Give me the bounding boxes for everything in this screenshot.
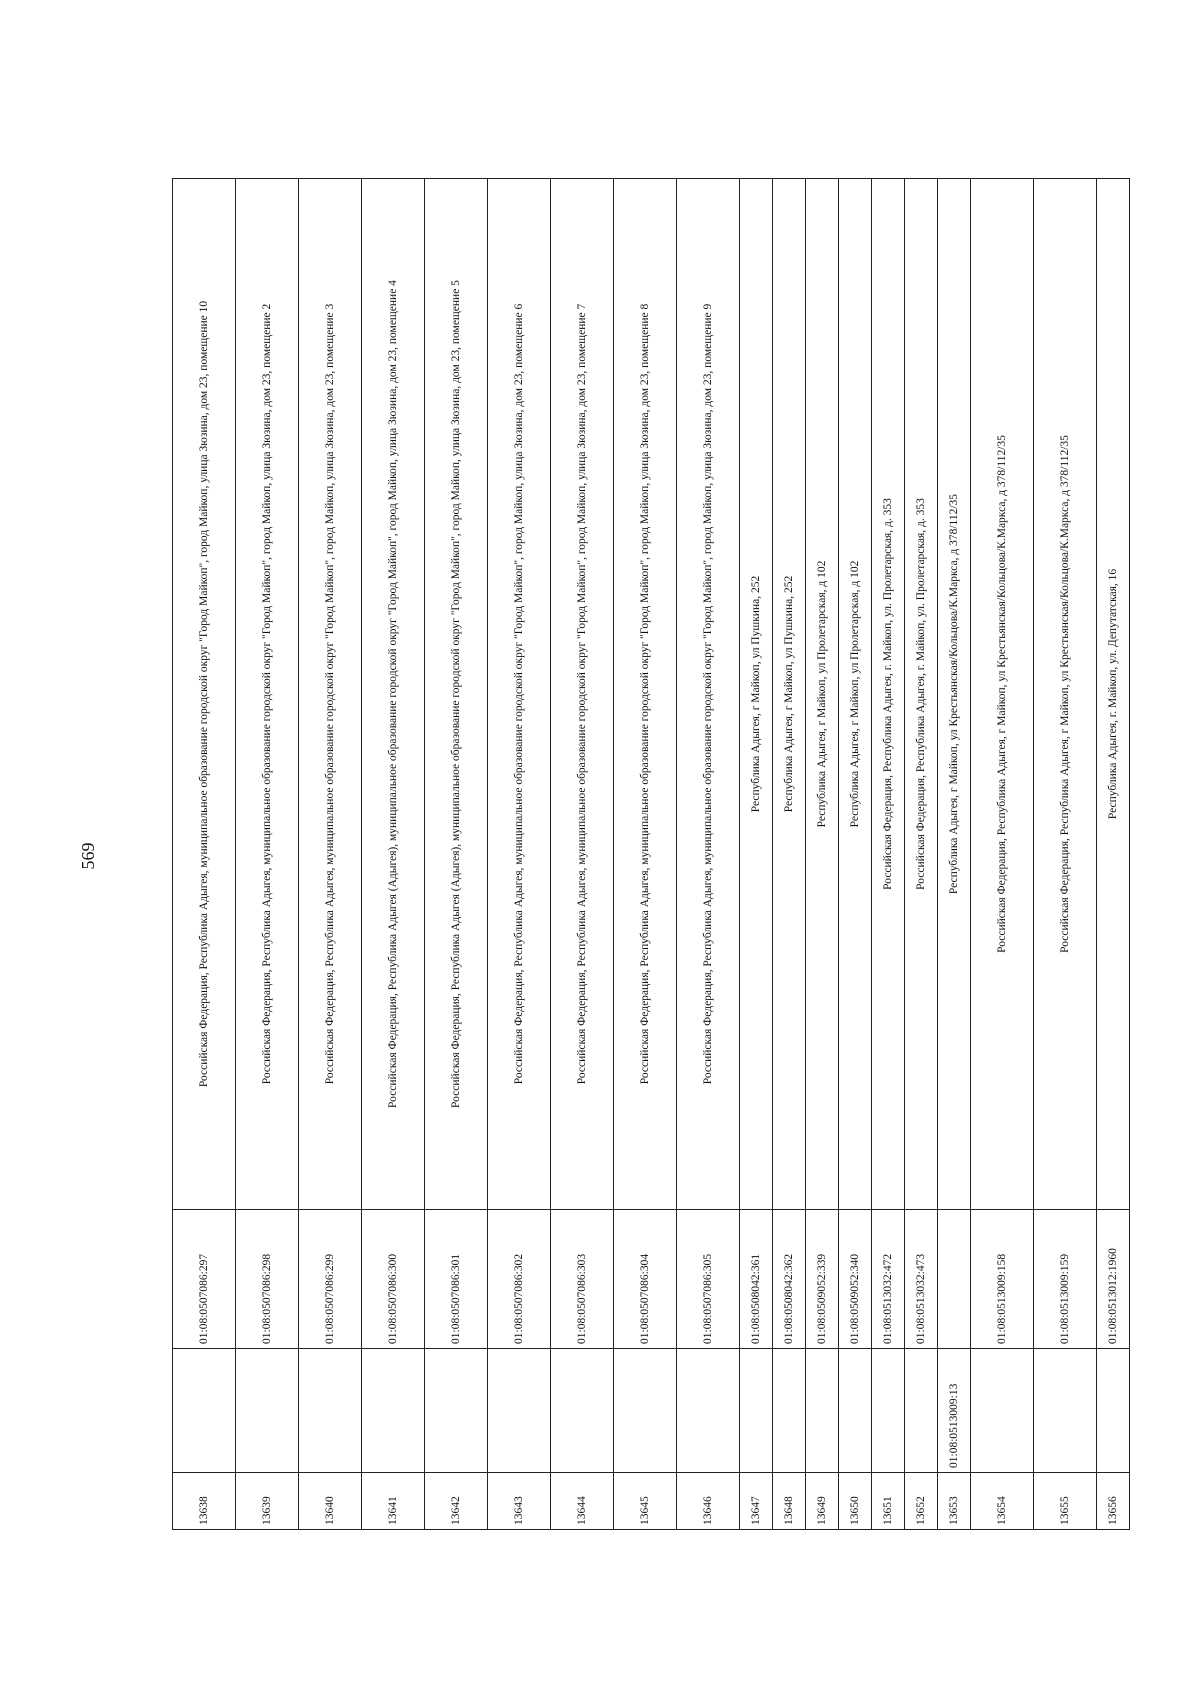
address-cell: Республика Адыгея, г Майкоп, ул Пушкина, 252 (740, 179, 773, 1210)
previous-number-cell (236, 1349, 299, 1473)
cadastral-number-cell: 01:08:0507086:297 (173, 1210, 236, 1349)
registry-table-body (173, 179, 1130, 1530)
cadastral-number-cell: 01:08:0509052:340 (839, 1210, 872, 1349)
row-number-cell: 13639 (236, 1473, 299, 1530)
row-number-cell: 13651 (872, 1473, 905, 1530)
table-row (551, 179, 614, 1530)
row-number-cell: 13647 (740, 1473, 773, 1530)
previous-number-cell (806, 1349, 839, 1473)
address-cell: Республика Адыгея, г Майкоп, ул Пролетарская, д 102 (806, 179, 839, 1210)
row-number-cell: 13650 (839, 1473, 872, 1530)
address-cell: Республика Адыгея, г Майкоп, ул Пролетарская, д 102 (839, 179, 872, 1210)
cadastral-number-cell: 01:08:0509052:339 (806, 1210, 839, 1349)
table-row (839, 179, 872, 1530)
previous-number-cell (1097, 1349, 1130, 1473)
cadastral-number-cell: 01:08:0513009:159 (1034, 1210, 1097, 1349)
previous-number-cell (614, 1349, 677, 1473)
table-sheet (172, 178, 1119, 1530)
address-cell: Республика Адыгея, г Майкоп, ул Пушкина, 252 (773, 179, 806, 1210)
previous-number-cell (299, 1349, 362, 1473)
previous-number-cell (839, 1349, 872, 1473)
address-cell: Российская Федерация, Республика Адыгея (Адыгея), муниципальное образование городской округ "Город Майкоп", город Майкоп, улица Зюзина, дом 23, помещение 5 (425, 179, 488, 1210)
previous-number-cell (740, 1349, 773, 1473)
cadastral-number-cell: 01:08:0513012:1960 (1097, 1210, 1130, 1349)
row-number-cell: 13641 (362, 1473, 425, 1530)
row-number-cell: 13644 (551, 1473, 614, 1530)
address-cell: Российская Федерация, Республика Адыгея (Адыгея), муниципальное образование городской округ "Город Майкоп", город Майкоп, улица Зюзина, дом 23, помещение 4 (362, 179, 425, 1210)
row-number-cell: 13656 (1097, 1473, 1130, 1530)
cadastral-number-cell: 01:08:0507086:304 (614, 1210, 677, 1349)
row-number-cell: 13640 (299, 1473, 362, 1530)
address-cell: Российская Федерация, Республика Адыгея, муниципальное образование городской округ "Город Майкоп", город Майкоп, улица Зюзина, дом 23, помещение 3 (299, 179, 362, 1210)
row-number-cell: 13655 (1034, 1473, 1097, 1530)
previous-number-cell (677, 1349, 740, 1473)
table-row (971, 179, 1034, 1530)
table-row (614, 179, 677, 1530)
table-row (938, 179, 971, 1530)
table-row (299, 179, 362, 1530)
previous-number-cell (872, 1349, 905, 1473)
previous-number-cell (971, 1349, 1034, 1473)
address-cell: Российская Федерация, Республика Адыгея, г Майкоп, ул Крестьянская/Кольцова/К.Маркса, д 378/112/35 (1034, 179, 1097, 1210)
row-number-cell: 13642 (425, 1473, 488, 1530)
table-row (173, 179, 236, 1530)
address-cell: Российская Федерация, Республика Адыгея, муниципальное образование городской округ "Город Майкоп", город Майкоп, улица Зюзина, дом 23, помещение 7 (551, 179, 614, 1210)
address-cell: Российская Федерация, Республика Адыгея, муниципальное образование городской округ "Город Майкоп", город Майкоп, улица Зюзина, дом 23, помещение 9 (677, 179, 740, 1210)
cadastral-number-cell: 01:08:0513009:158 (971, 1210, 1034, 1349)
cadastral-number-cell: 01:08:0507086:303 (551, 1210, 614, 1349)
address-cell: Республика Адыгея, г Майкоп, ул Крестьянская/Кольцова/К.Маркса, д 378/112/35 (938, 179, 971, 1210)
cadastral-number-cell: 01:08:0507086:299 (299, 1210, 362, 1349)
previous-number-cell (773, 1349, 806, 1473)
cadastral-number-cell: 01:08:0507086:300 (362, 1210, 425, 1349)
registry-table (172, 178, 1130, 1530)
cadastral-number-cell (938, 1210, 971, 1349)
table-row (773, 179, 806, 1530)
row-number-cell: 13654 (971, 1473, 1034, 1530)
address-cell: Российская Федерация, Республика Адыгея, г. Майкоп, ул. Пролетарская, д. 353 (905, 179, 938, 1210)
table-row (1097, 179, 1130, 1530)
cadastral-number-cell: 01:08:0508042:362 (773, 1210, 806, 1349)
address-cell: Республика Адыгея, г. Майкоп, ул. Депутатская, 16 (1097, 179, 1130, 1210)
previous-number-cell (362, 1349, 425, 1473)
cadastral-number-cell: 01:08:0507086:298 (236, 1210, 299, 1349)
address-cell: Российская Федерация, Республика Адыгея, муниципальное образование городской округ "Город Майкоп", город Майкоп, улица Зюзина, дом 23, помещение 6 (488, 179, 551, 1210)
row-number-cell: 13645 (614, 1473, 677, 1530)
previous-number-cell (905, 1349, 938, 1473)
previous-number-cell (551, 1349, 614, 1473)
row-number-cell: 13643 (488, 1473, 551, 1530)
previous-number-cell (425, 1349, 488, 1473)
address-cell: Российская Федерация, Республика Адыгея, г. Майкоп, ул. Пролетарская, д. 353 (872, 179, 905, 1210)
address-cell: Российская Федерация, Республика Адыгея, г Майкоп, ул Крестьянская/Кольцова/К.Маркса, д 378/112/35 (971, 179, 1034, 1210)
table-row (806, 179, 839, 1530)
cadastral-number-cell: 01:08:0507086:301 (425, 1210, 488, 1349)
row-number-cell: 13652 (905, 1473, 938, 1530)
address-cell: Российская Федерация, Республика Адыгея, муниципальное образование городской округ "Город Майкоп", город Майкоп, улица Зюзина, дом 23, помещение 10 (173, 179, 236, 1210)
previous-number-cell (1034, 1349, 1097, 1473)
row-number-cell: 13653 (938, 1473, 971, 1530)
table-row (425, 179, 488, 1530)
table-row (872, 179, 905, 1530)
address-cell: Российская Федерация, Республика Адыгея, муниципальное образование городской округ "Город Майкоп", город Майкоп, улица Зюзина, дом 23, помещение 2 (236, 179, 299, 1210)
previous-number-cell: 01:08:0513009:13 (938, 1349, 971, 1473)
cadastral-number-cell: 01:08:0507086:305 (677, 1210, 740, 1349)
table-row (905, 179, 938, 1530)
cadastral-number-cell: 01:08:0513032:472 (872, 1210, 905, 1349)
row-number-cell: 13648 (773, 1473, 806, 1530)
row-number-cell: 13638 (173, 1473, 236, 1530)
table-row (236, 179, 299, 1530)
cadastral-number-cell: 01:08:0508042:361 (740, 1210, 773, 1349)
previous-number-cell (488, 1349, 551, 1473)
cadastral-number-cell: 01:08:0513032:473 (905, 1210, 938, 1349)
table-row (362, 179, 425, 1530)
rotated-table-frame (172, 178, 1119, 1530)
cadastral-number-cell: 01:08:0507086:302 (488, 1210, 551, 1349)
row-number-cell: 13649 (806, 1473, 839, 1530)
table-row (488, 179, 551, 1530)
table-row (677, 179, 740, 1530)
table-row (1034, 179, 1097, 1530)
previous-number-cell (173, 1349, 236, 1473)
page-number: 569 (78, 842, 98, 870)
row-number-cell: 13646 (677, 1473, 740, 1530)
table-row (740, 179, 773, 1530)
address-cell: Российская Федерация, Республика Адыгея, муниципальное образование городской округ "Город Майкоп", город Майкоп, улица Зюзина, дом 23, помещение 8 (614, 179, 677, 1210)
